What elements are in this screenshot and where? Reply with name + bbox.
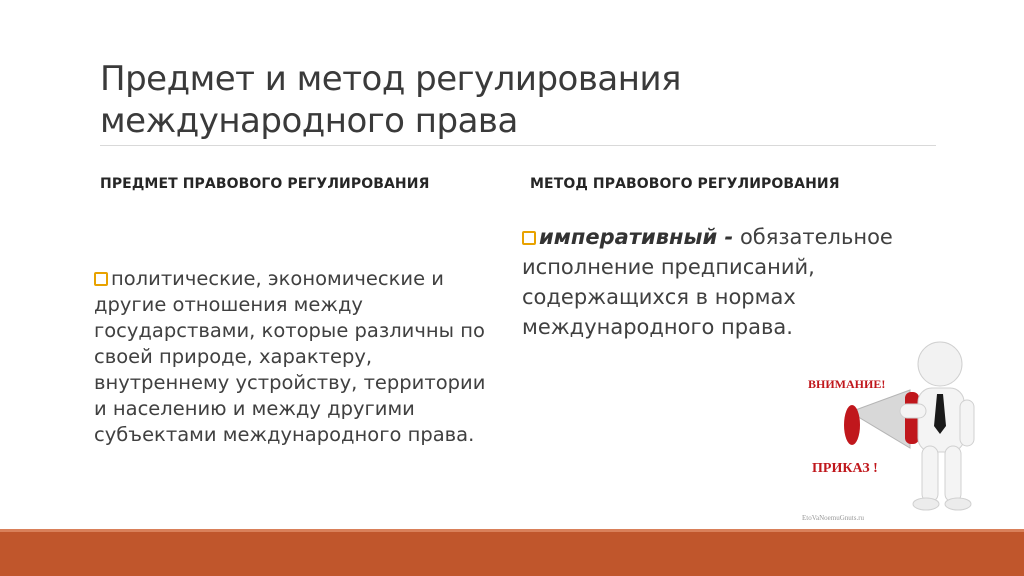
sign-text-top: ВНИМАНИЕ! [808, 377, 886, 391]
right-bullet-text: обязательное исполнение предписаний, содержащихся в нормах международного права. [522, 225, 893, 339]
left-column-bullet [94, 266, 499, 448]
watermark-text: EtoVaNoemuGnuts.ru [802, 514, 865, 522]
left-bullet-text: политические, экономические и другие отношения между государствами, которые различны по своей природе, характеру, внутреннему устройству, территории и населению и между другими субъектами международного права. [94, 267, 486, 446]
megaphone-icon [844, 390, 919, 448]
sign-text-bottom: ПРИКАЗ ! [812, 461, 878, 476]
checkbox-bullet-icon [522, 231, 536, 245]
slide-title-line-1: Предмет и метод регулирования [100, 59, 681, 99]
right-bullet-term: императивный - [539, 225, 734, 249]
footer-accent-bar [0, 532, 1024, 576]
checkbox-bullet-icon [94, 272, 108, 286]
megaphone-man-illustration [790, 330, 990, 530]
right-column-bullet [522, 222, 942, 342]
slide-title [100, 58, 940, 142]
slide-title-line-2: международного права [100, 101, 518, 141]
left-column-heading: ПРЕДМЕТ ПРАВОВОГО РЕГУЛИРОВАНИЯ [100, 176, 430, 192]
right-column-heading: МЕТОД ПРАВОВОГО РЕГУЛИРОВАНИЯ [530, 176, 840, 192]
title-divider [100, 145, 936, 146]
